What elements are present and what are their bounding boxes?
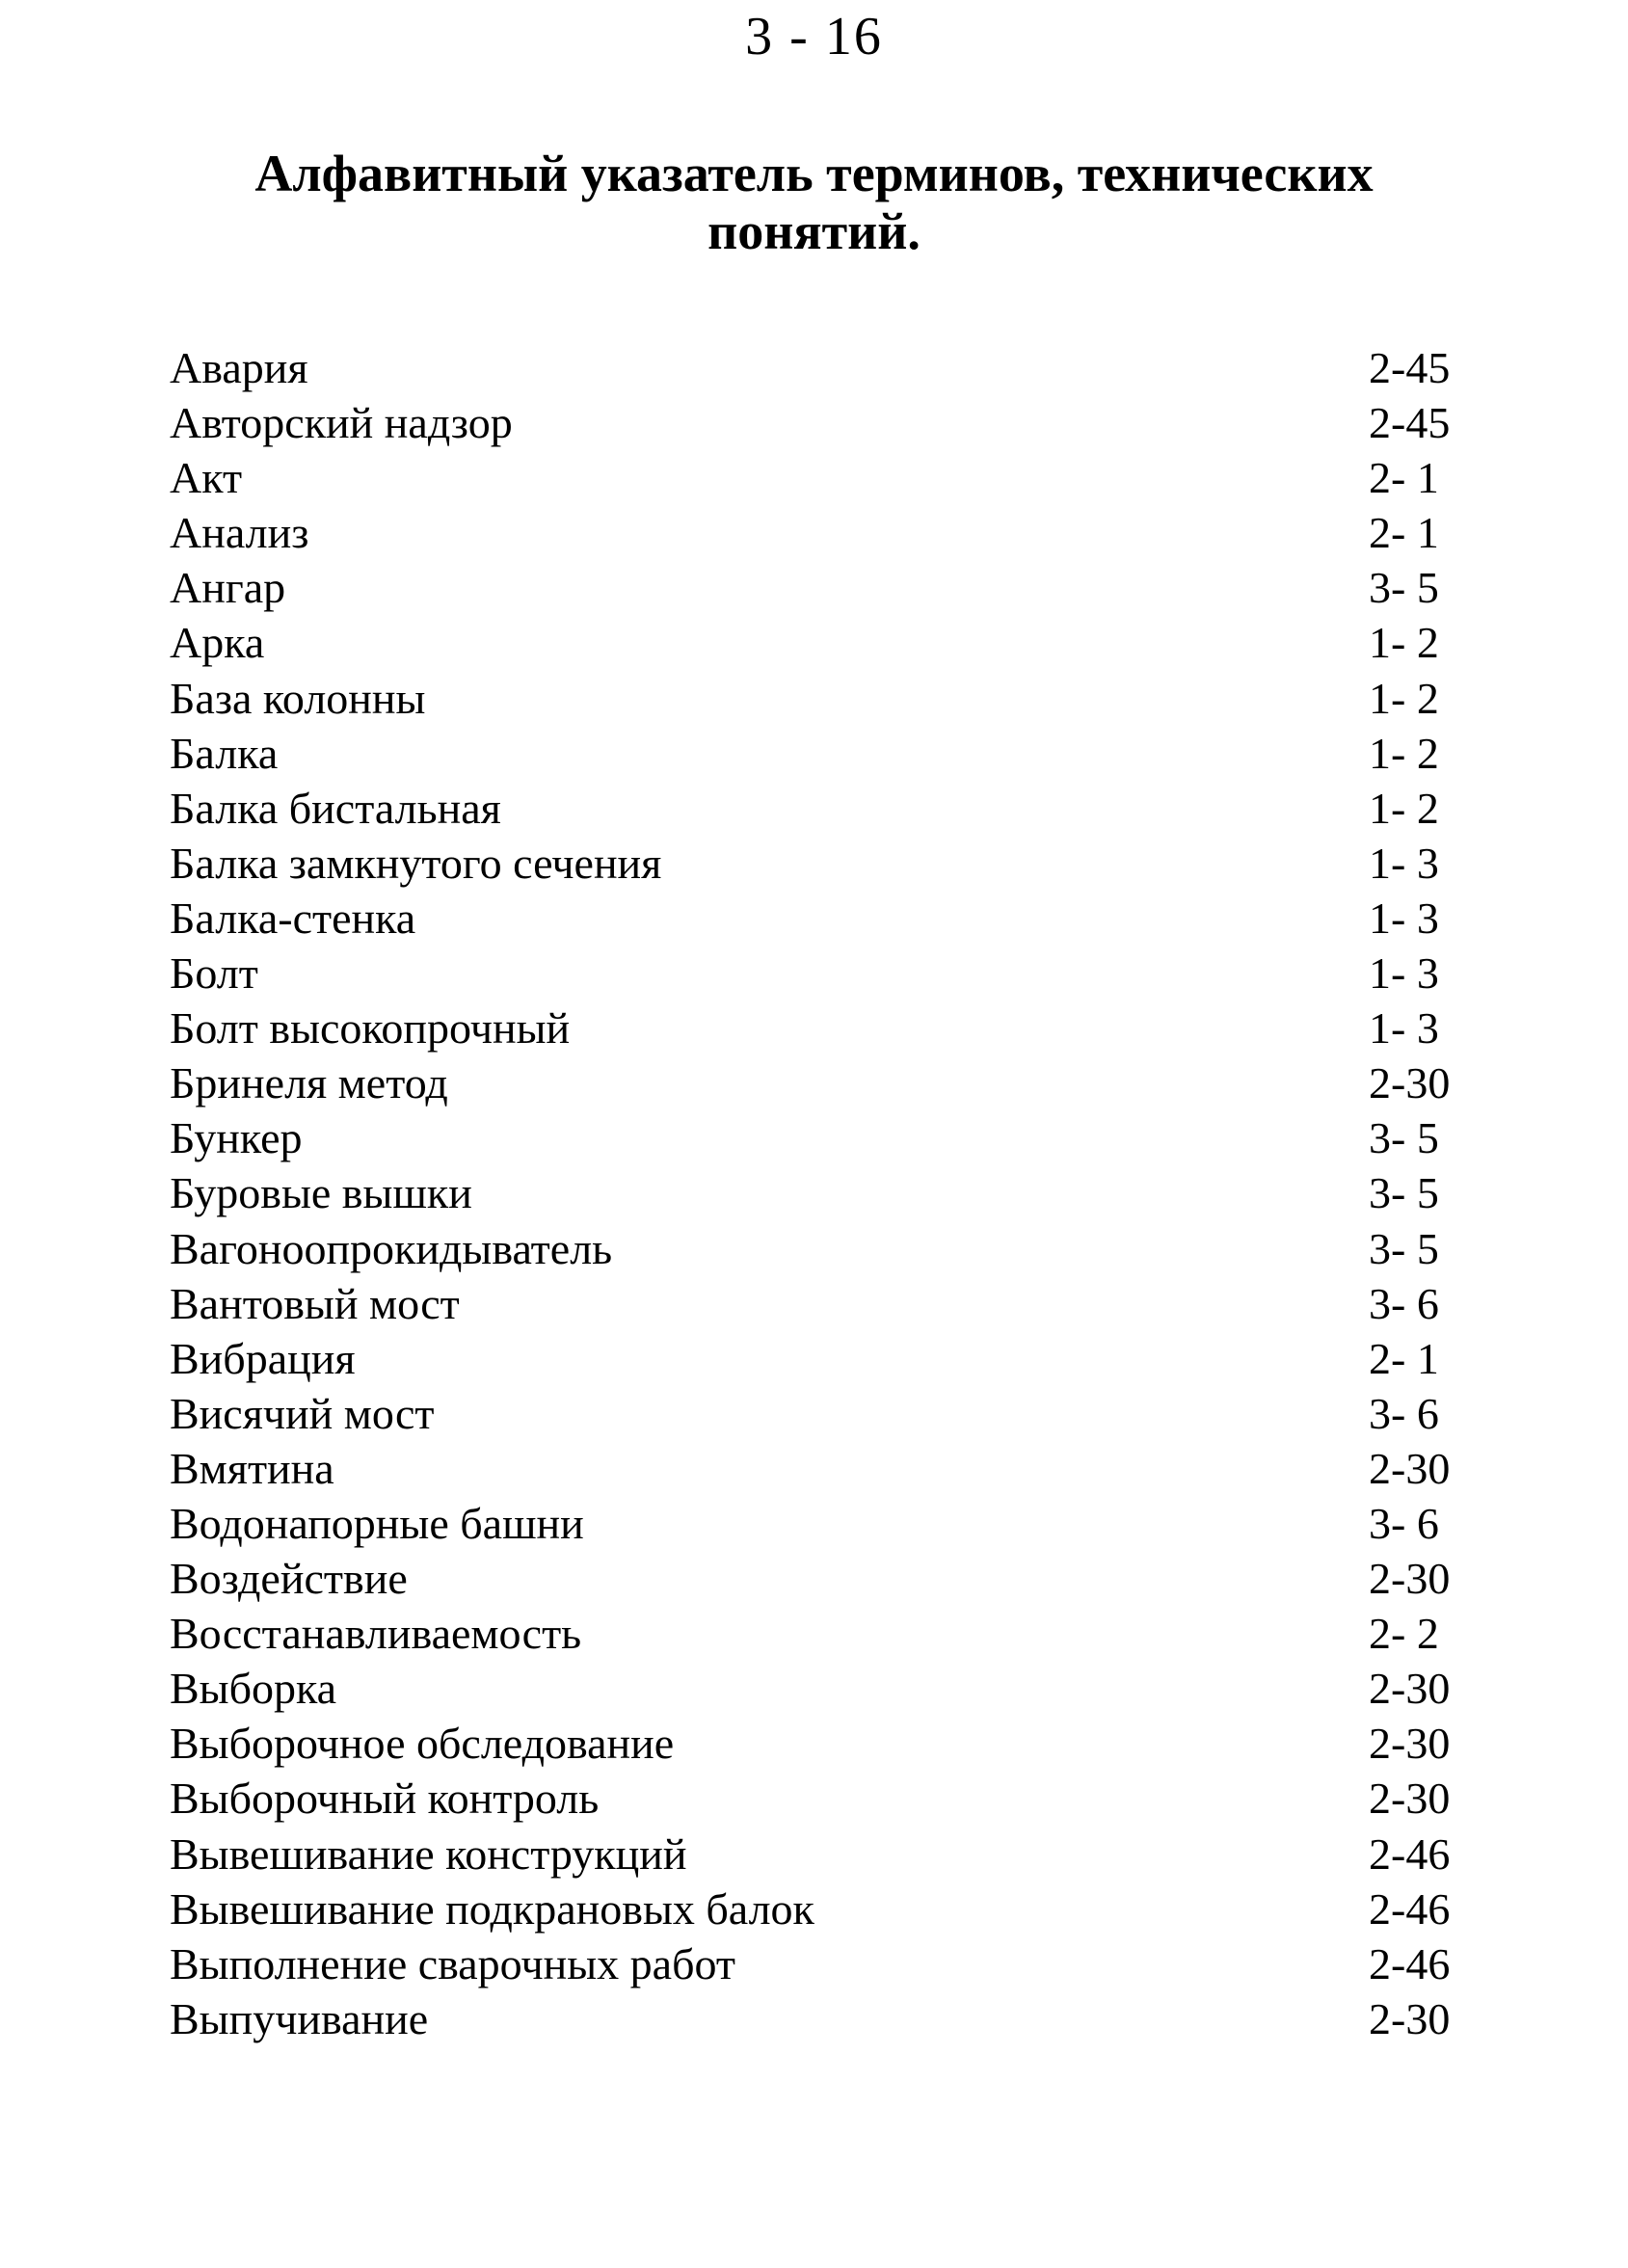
index-entry — [170, 726, 1461, 781]
index-page-ref: 2-30 — [1369, 1774, 1451, 1824]
index-term: Балка — [170, 728, 279, 778]
index-page-ref: 1- 3 — [1369, 948, 1439, 999]
index-entry — [170, 1276, 1461, 1331]
index-page-ref: 2-30 — [1369, 1993, 1451, 2043]
index-term: Вибрация — [170, 1333, 356, 1383]
index-page-ref: 2-30 — [1369, 1719, 1451, 1769]
index-term: Ангар — [170, 563, 286, 613]
index-page-ref: 3- 6 — [1369, 1498, 1439, 1548]
index-entry — [170, 615, 1461, 670]
index-term: Авторский надзор — [170, 398, 513, 448]
index-term: Балка бистальная — [170, 783, 501, 833]
index-term: Выборочный контроль — [170, 1774, 600, 1824]
index-entry — [170, 1771, 1461, 1826]
index-entry — [170, 1055, 1461, 1110]
index-entry — [170, 891, 1461, 946]
index-term: Воздействие — [170, 1554, 408, 1604]
index-term: Балка-стенка — [170, 893, 416, 943]
index-entry — [170, 1606, 1461, 1661]
index-entry — [170, 1221, 1461, 1276]
index-page-ref: 2-30 — [1369, 1554, 1451, 1604]
index-term: Болт — [170, 948, 258, 999]
index-entry — [170, 1551, 1461, 1606]
index-term: Вывешивание подкрановых балок — [170, 1883, 814, 1934]
index-term: Выпучивание — [170, 1993, 429, 2043]
index-entry — [170, 781, 1461, 836]
index-page-ref: 1- 2 — [1369, 673, 1439, 723]
index-entry — [170, 836, 1461, 891]
index-page-ref: 1- 2 — [1369, 783, 1439, 833]
index-page-ref: 1- 3 — [1369, 1003, 1439, 1054]
index-page-ref: 2- 2 — [1369, 1609, 1439, 1659]
index-entry — [170, 340, 1461, 395]
index-term: Буровые вышки — [170, 1168, 472, 1218]
index-term: Болт высокопрочный — [170, 1003, 571, 1054]
index-entry — [170, 1716, 1461, 1771]
index-page-ref: 2-45 — [1369, 398, 1451, 448]
index-term: Выполнение сварочных работ — [170, 1938, 735, 1988]
index-entry — [170, 450, 1461, 505]
index-term: Бункер — [170, 1113, 303, 1163]
page-title — [0, 145, 1628, 260]
index-entry — [170, 1001, 1461, 1055]
index-entry — [170, 1441, 1461, 1496]
index-page-ref: 1- 2 — [1369, 728, 1439, 778]
index-page-ref: 2-46 — [1369, 1938, 1451, 1988]
index-term: Балка замкнутого сечения — [170, 838, 662, 888]
index-page-ref: 3- 6 — [1369, 1278, 1439, 1328]
index-entry — [170, 671, 1461, 726]
index-term: Висячий мост — [170, 1388, 435, 1438]
index-term: Вывешивание конструкций — [170, 1828, 687, 1879]
index-entry — [170, 1496, 1461, 1551]
index-entry — [170, 560, 1461, 615]
page-title-line-1: Алфавитный указатель терминов, технических — [254, 145, 1374, 202]
index-term: Анализ — [170, 508, 309, 558]
index-entry — [170, 1661, 1461, 1716]
index-term: Арка — [170, 618, 265, 668]
index-page-ref: 2-30 — [1369, 1443, 1451, 1493]
index-term: Выборка — [170, 1664, 337, 1714]
index-entry — [170, 1110, 1461, 1165]
index-entry — [170, 1991, 1461, 2046]
index-term: Акт — [170, 453, 243, 503]
index-page-ref: 3- 5 — [1369, 1223, 1439, 1273]
index-term: Авария — [170, 343, 308, 392]
index-page-ref: 2-45 — [1369, 343, 1451, 392]
index-term: Вмятина — [170, 1443, 334, 1493]
index-page-ref: 3- 5 — [1369, 1113, 1439, 1163]
index-page-ref: 3- 5 — [1369, 563, 1439, 613]
index-entry — [170, 1936, 1461, 1991]
index-term: Вантовый мост — [170, 1278, 460, 1328]
index-entry — [170, 395, 1461, 450]
index-term: База колонны — [170, 673, 426, 723]
index-page-ref: 2- 1 — [1369, 1333, 1439, 1383]
term-index-list — [170, 340, 1461, 2046]
index-page-ref: 1- 2 — [1369, 618, 1439, 668]
index-page-ref: 2-30 — [1369, 1664, 1451, 1714]
index-page-ref: 2-46 — [1369, 1883, 1451, 1934]
index-page-ref: 2- 1 — [1369, 508, 1439, 558]
page-title-line-2: понятий. — [707, 202, 921, 260]
index-entry — [170, 946, 1461, 1001]
index-term: Бринеля метод — [170, 1058, 448, 1108]
index-entry — [170, 1881, 1461, 1936]
index-entry — [170, 1827, 1461, 1881]
index-entry — [170, 1386, 1461, 1441]
index-term: Вагоноопрокидыватель — [170, 1223, 613, 1273]
index-page-ref: 2-30 — [1369, 1058, 1451, 1108]
index-page-ref: 3- 5 — [1369, 1168, 1439, 1218]
index-page-ref: 2- 1 — [1369, 453, 1439, 503]
page-number: 3 - 16 — [745, 7, 883, 67]
index-page-ref: 2-46 — [1369, 1828, 1451, 1879]
index-term: Водонапорные башни — [170, 1498, 584, 1548]
index-page-ref: 3- 6 — [1369, 1388, 1439, 1438]
index-entry — [170, 1331, 1461, 1386]
index-page-ref: 1- 3 — [1369, 893, 1439, 943]
index-page-ref: 1- 3 — [1369, 838, 1439, 888]
index-term: Выборочное обследование — [170, 1719, 675, 1769]
index-entry — [170, 1165, 1461, 1220]
index-term: Восстанавливаемость — [170, 1609, 582, 1659]
index-entry — [170, 505, 1461, 560]
